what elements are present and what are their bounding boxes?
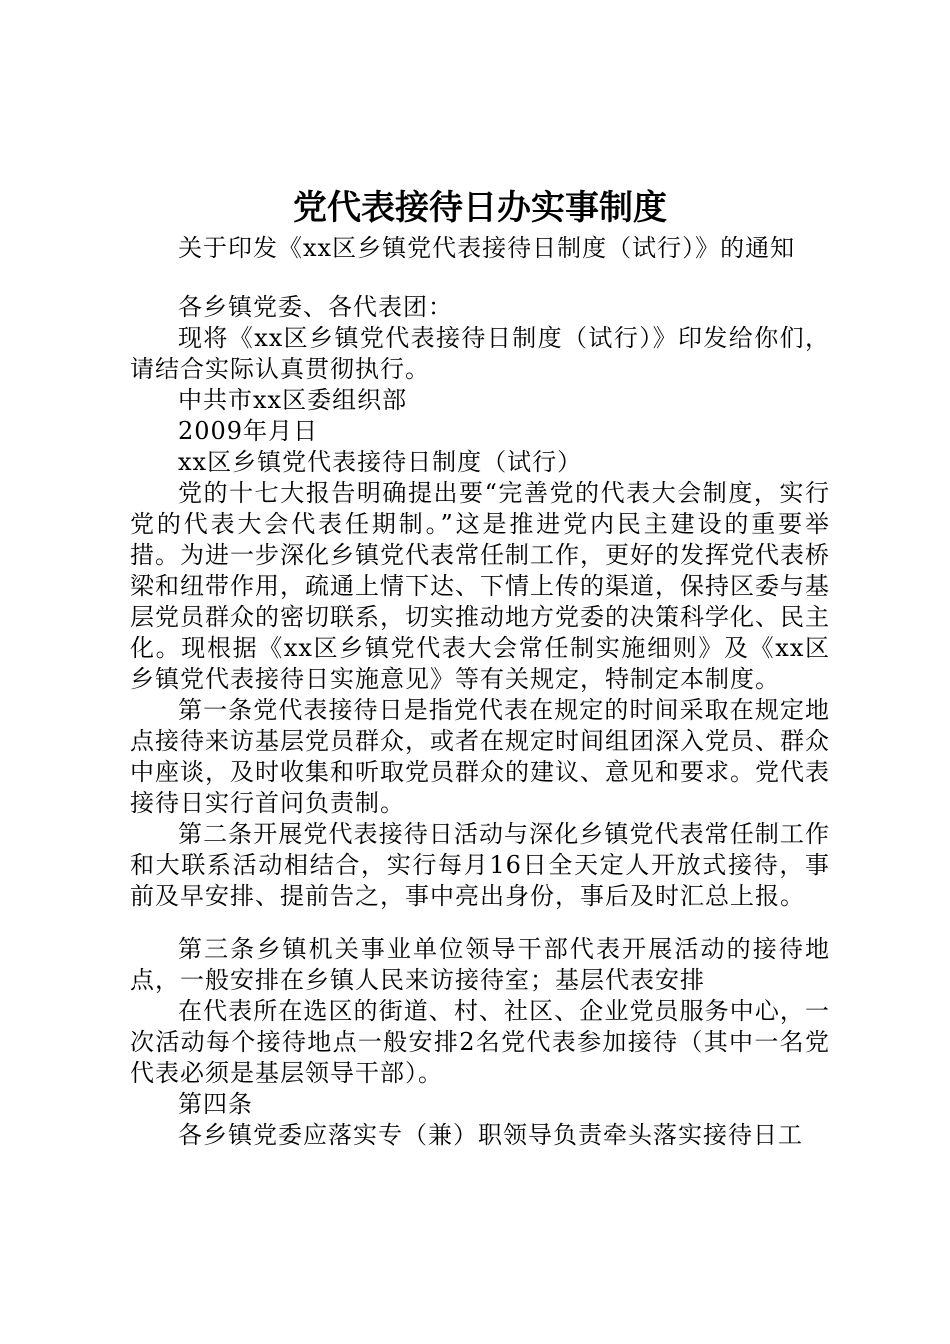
notice-heading: 关于印发《xx区乡镇党代表接待日制度（试行）》的通知 [178,234,796,262]
notice-body: 现将《xx区乡镇党代表接待日制度（试行）》印发给你们，请结合实际认真贯彻执行。 [130,324,830,383]
document-title: 党代表接待日办实事制度 [293,188,667,228]
article-4-body: 各乡镇党委应落实专（兼）职领导负责牵头落实接待日工 [178,1121,803,1149]
salutation: 各乡镇党委、各代表团： [178,293,453,321]
article-2: 第二条开展党代表接待日活动与深化乡镇党代表常任制工作和大联系活动相结合，实行每月16日全天定人开放式接待，事前及早安排、提前告之，事中亮出身份，事后及时汇总上报。 [130,820,830,910]
issuer: 中共市xx区委组织部 [178,386,408,414]
blank-line [130,264,830,292]
preamble-paragraph: 党的十七大报告明确提出要“完善党的代表大会制度，实行党的代表大会代表任期制。”这是推进党内民主建设的重要举措。为进一步深化乡镇党代表常任制工作，更好的发挥党代表桥梁和纽带作用，疏通上情下达、下情上传的渠道，保持区委与基层党员群众的密切联系，切实推动地方党委的决策科学化、民主化。现根据《xx区乡镇党代表大会常任制实施细则》及《xx区乡镇党代表接待日实施意见》等有关规定，特制定本制度。 [130,479,830,693]
article-1: 第一条党代表接待日是指党代表在规定的时间采取在规定地点接待来访基层党员群众，或者在规定时间组团深入党员、群众中座谈，及时收集和听取党员群众的建议、意见和要求。党代表接待日实行首问负责制。 [130,696,830,817]
regulation-heading: xx区乡镇党代表接待日制度（试行） [178,448,583,476]
document-body [130,185,830,1151]
article-3: 第三条乡镇机关事业单位领导干部代表开展活动的接待地点，一般安排在乡镇人民来访接待室；基层代表安排 [130,935,830,994]
article-3-continued: 在代表所在选区的街道、村、社区、企业党员服务中心，一次活动每个接待地点一般安排2名党代表参加接待（其中一名党代表必须是基层领导干部）。 [130,997,830,1087]
issue-date: 2009年月日 [178,417,319,445]
blank-line [130,912,830,934]
article-4-heading: 第四条 [178,1090,253,1118]
